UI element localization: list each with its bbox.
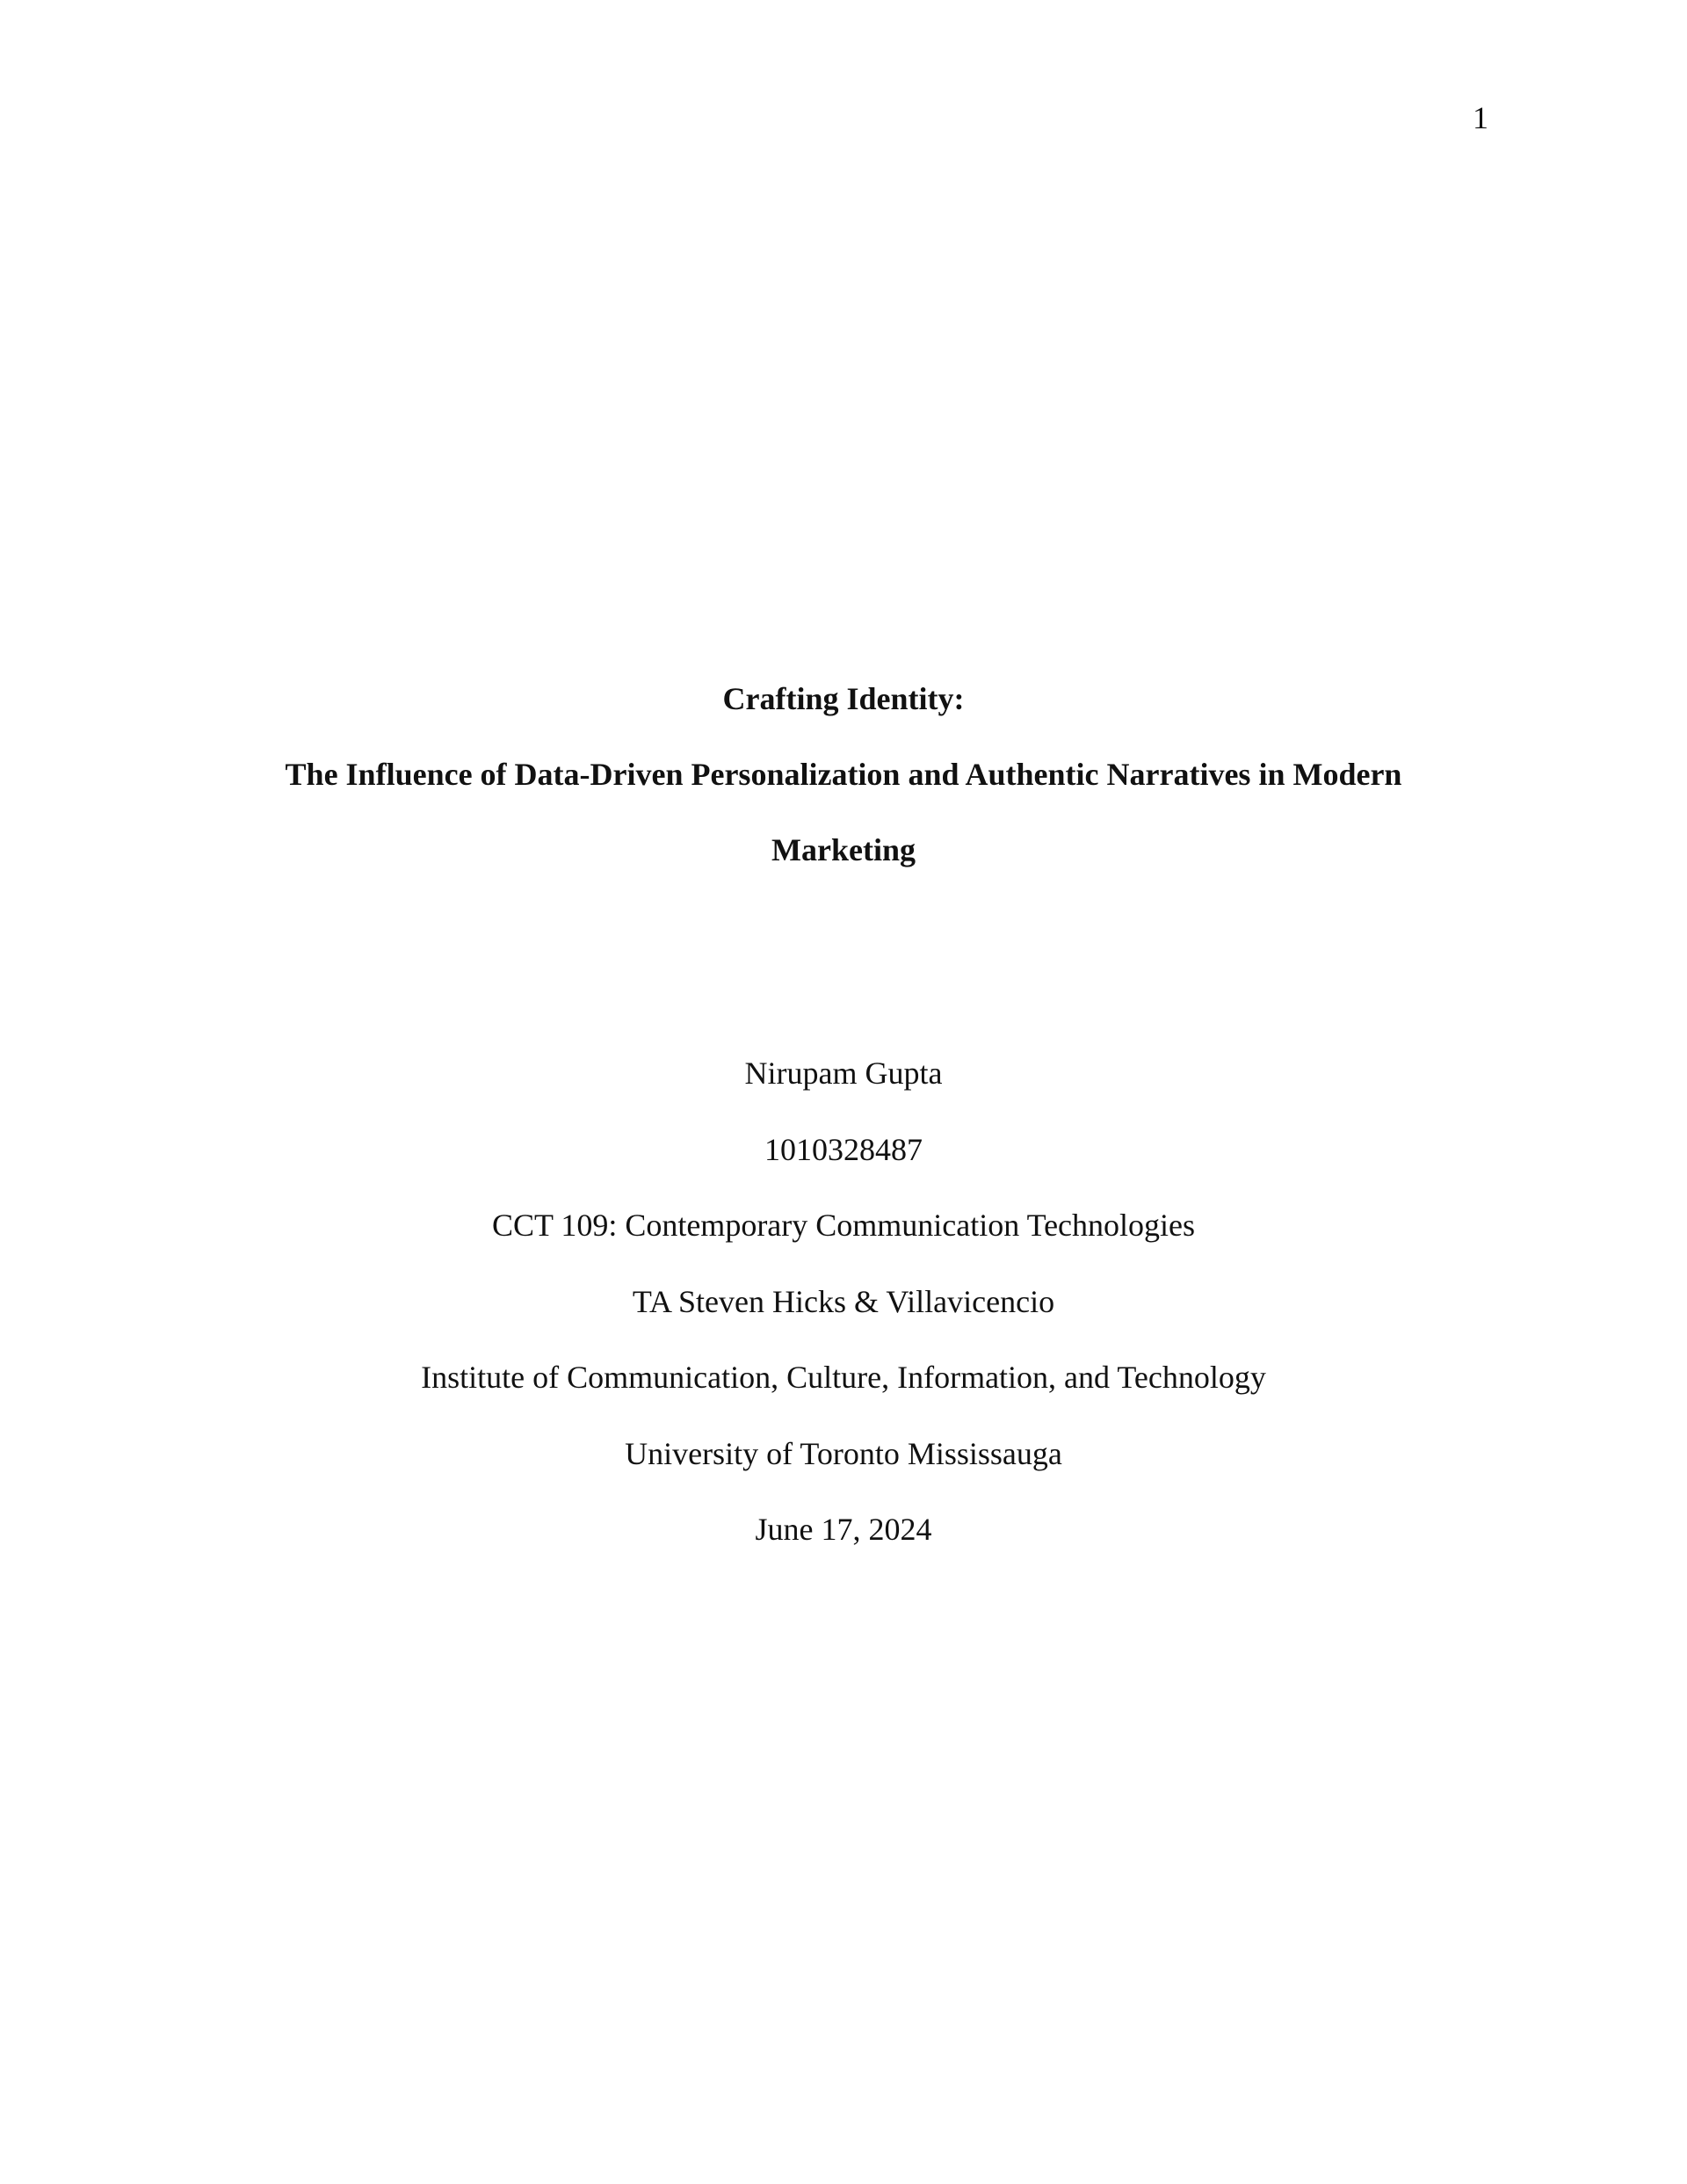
title-block xyxy=(0,661,1687,888)
title-line-2: The Influence of Data-Driven Personalization and Authentic Narratives in Modern xyxy=(285,757,1402,792)
institute-name: Institute of Communication, Culture, Information, and Technology xyxy=(421,1360,1266,1395)
author-name: Nirupam Gupta xyxy=(744,1056,943,1091)
university-name: University of Toronto Mississauga xyxy=(625,1435,1062,1471)
student-number: 1010328487 xyxy=(764,1131,923,1167)
course-name: CCT 109: Contemporary Communication Technologies xyxy=(491,1208,1196,1243)
page-number: 1 xyxy=(1473,100,1488,135)
author-info-block xyxy=(0,1035,1687,1568)
teaching-assistant: TA Steven Hicks & Villavicencio xyxy=(632,1283,1055,1319)
title-line-1: Crafting Identity: xyxy=(722,681,965,716)
submission-date: June 17, 2024 xyxy=(755,1512,932,1547)
title-line-3: Marketing xyxy=(771,832,916,867)
